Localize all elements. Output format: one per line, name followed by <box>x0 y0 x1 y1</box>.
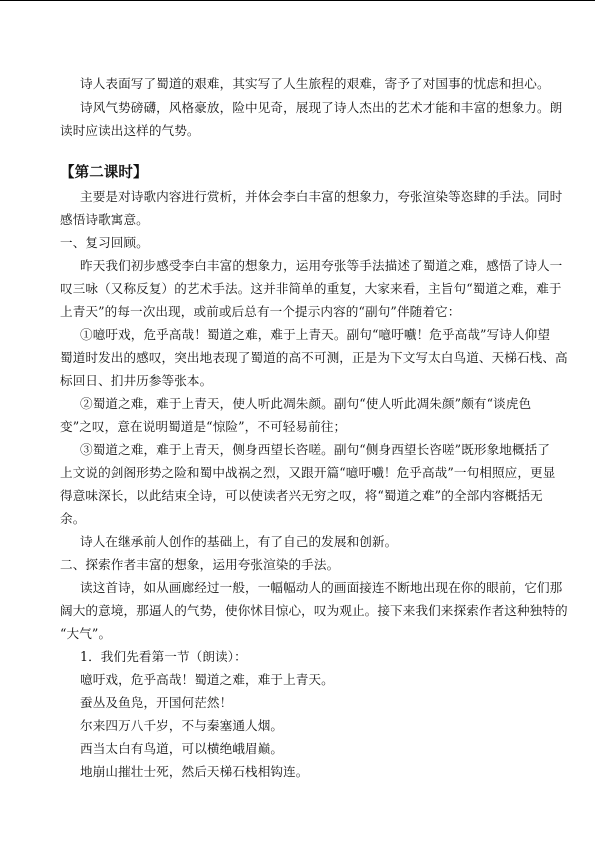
poem-line: 蚕丛及鱼凫，开国何茫然！ <box>80 695 233 710</box>
subheading: 一、复习回顾。 <box>60 235 149 250</box>
page-top-rule <box>0 0 595 1</box>
paragraph-line: 得意味深长，以此结束全诗，可以使读者兴无穷之叹，将“蜀道之难”的全部内容概括无 <box>60 488 543 503</box>
paragraph-line: ③蜀道之难，难于上青天，侧身西望长咨嗟。副句“侧身西望长咨嗟”既形象地概括了 <box>80 442 551 457</box>
paragraph-line: 上青天”的每一次出现，或前或后总有一个提示内容的“副句”伴随着它： <box>60 304 461 319</box>
paragraph-line: 阔大的意境，那逼人的气势，使你怵目惊心，叹为观止。接下来我们来探索作者这种独特的 <box>60 603 568 618</box>
poem-line: 噫吁戏，危乎高哉！蜀道之难，难于上青天。 <box>80 672 334 687</box>
paragraph-line: 诗风气势磅礴，风格豪放，险中见奇，展现了诗人杰出的艺术才能和丰富的想象力。朗 <box>80 100 563 115</box>
paragraph-line: 读这首诗，如从画廊经过一般，一幅幅动人的画面接连不断地出现在你的眼前，它们那 <box>80 580 563 595</box>
poem-line: 尔来四万八千岁，不与秦塞通人烟。 <box>80 718 284 733</box>
paragraph-line: 主要是对诗歌内容进行赏析，并体会李白丰富的想象力，夸张渲染等恣肆的手法。同时 <box>80 189 563 204</box>
paragraph-line: 叹三咏（又称反复）的艺术手法。这并非简单的重复，大家来看，主旨句“蜀道之难，难于 <box>60 281 562 296</box>
section-heading: 【第二课时】 <box>60 164 148 181</box>
paragraph-line: 变”之叹，意在说明蜀道是“惊险”，不可轻易前往； <box>60 419 347 434</box>
paragraph-line: ②蜀道之难，难于上青天，使人听此凋朱颜。副句“使人听此凋朱颜”颇有“谈虎色 <box>80 396 532 411</box>
numbered-item: 1．我们先看第一节（朗读）： <box>80 649 247 664</box>
poem-line: 西当太白有鸟道，可以横绝峨眉巅。 <box>80 741 284 756</box>
paragraph-line: 蜀道时发出的感叹，突出地表现了蜀道的高不可测，正是为下文写太白鸟道、天梯石栈、高 <box>60 350 568 365</box>
paragraph-line: 诗人在继承前人创作的基础上，有了自己的发展和创新。 <box>80 534 398 549</box>
subheading: 二、探索作者丰富的想象，运用夸张渲染的手法。 <box>60 557 340 572</box>
paragraph-line: 上文说的剑阁形势之险和蜀中战祸之烈，又跟开篇“噫吁嚱！危乎高哉”一句相照应，更显 <box>60 465 556 480</box>
poem-line: 地崩山摧壮士死，然后天梯石栈相钩连。 <box>80 764 309 779</box>
paragraph-line: 标回日、扪井历参等张本。 <box>60 373 213 388</box>
paragraph-line: “大气”。 <box>60 626 112 641</box>
paragraph-line: 诗人表面写了蜀道的艰难，其实写了人生旅程的艰难，寄予了对国事的忧虑和担心。 <box>80 76 550 91</box>
paragraph-line: 昨天我们初步感受李白丰富的想象力，运用夸张等手法描述了蜀道之难，感悟了诗人一 <box>80 258 563 273</box>
paragraph-line: 余。 <box>60 511 86 526</box>
paragraph-line: 感悟诗歌寓意。 <box>60 212 149 227</box>
paragraph-line: ①噫吁戏，危乎高哉！蜀道之难，难于上青天。副句“噫吁嚱！危乎高哉”写诗人仰望 <box>80 327 551 342</box>
paragraph-line: 读时应读出这样的气势。 <box>60 123 200 138</box>
